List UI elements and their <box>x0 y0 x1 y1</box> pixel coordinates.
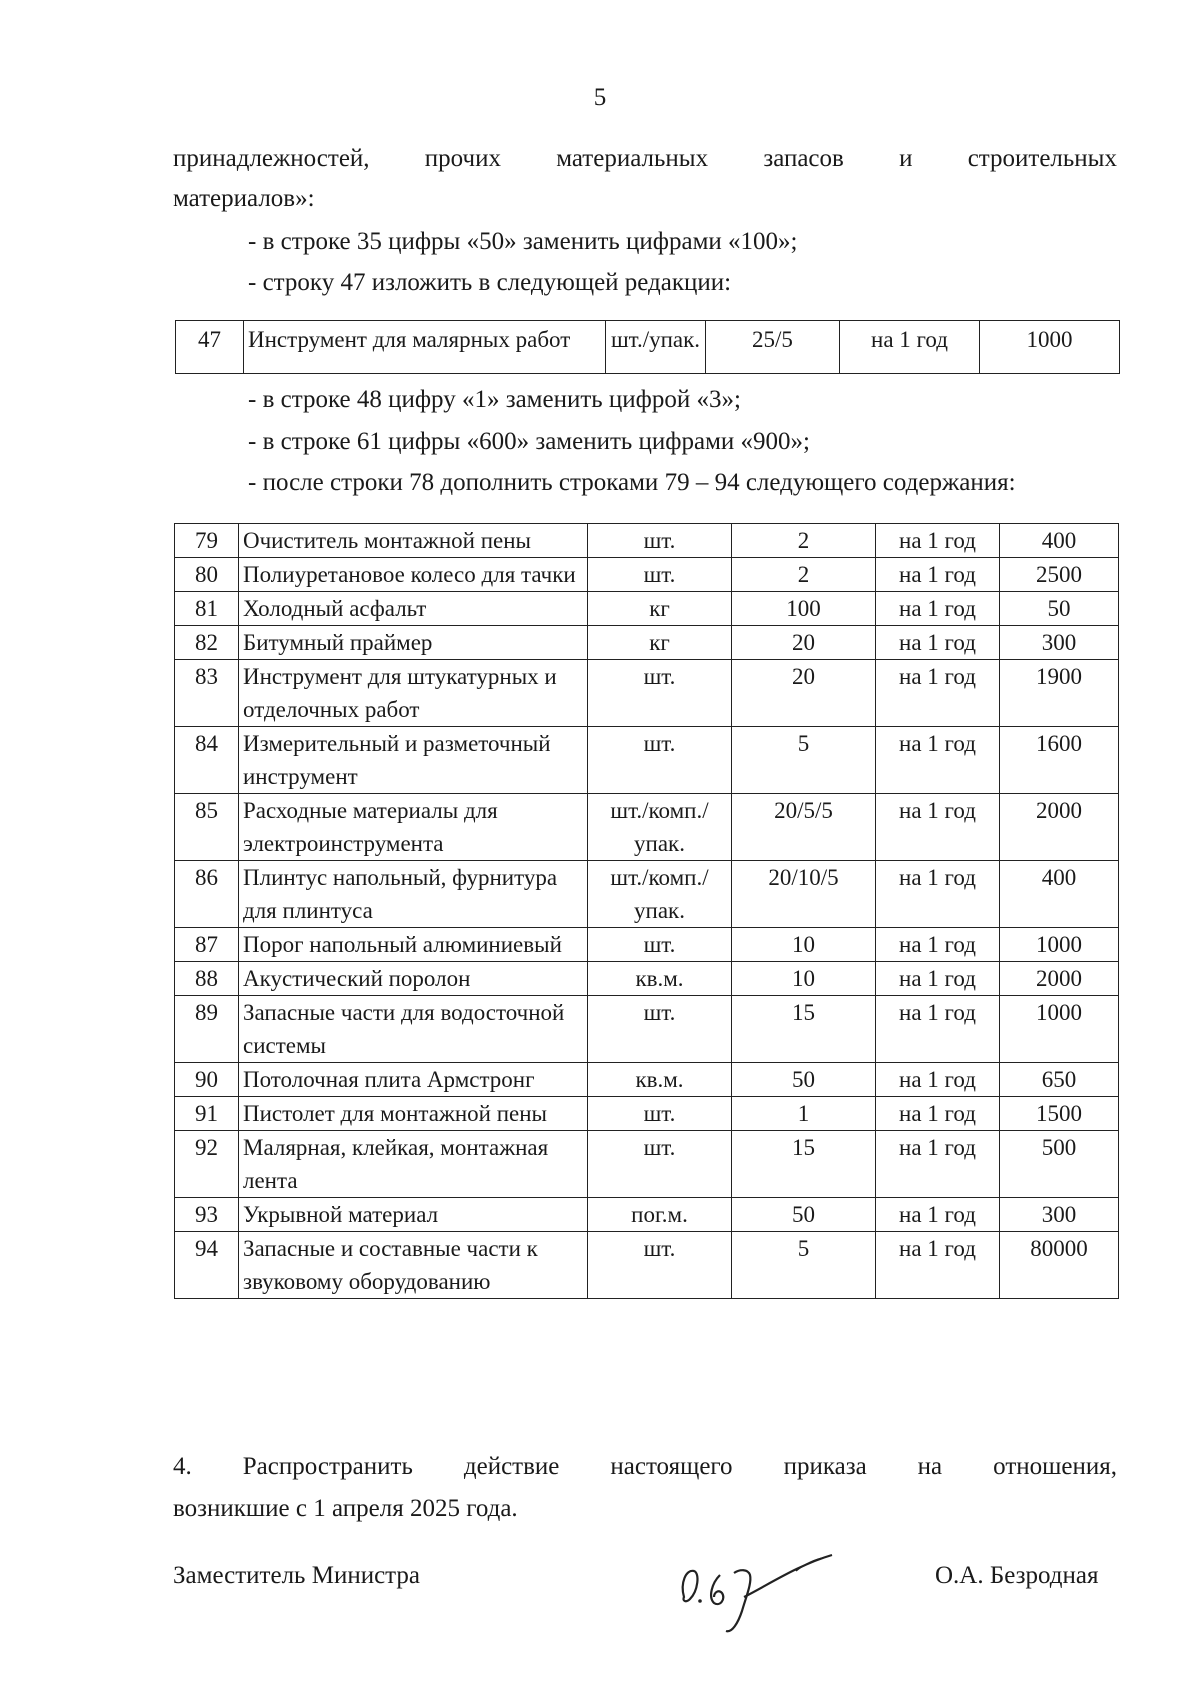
item-unit: кв.м. <box>588 1063 732 1097</box>
item-unit: кв.м. <box>588 962 732 996</box>
item-qty: 20 <box>732 626 876 660</box>
table-row <box>175 794 1119 861</box>
item-period: на 1 год <box>876 1063 1000 1097</box>
item-qty: 50 <box>732 1063 876 1097</box>
table-row <box>175 592 1119 626</box>
item-qty: 5 <box>732 727 876 794</box>
row-number: 89 <box>175 996 239 1063</box>
item-qty: 20/5/5 <box>732 794 876 861</box>
table-row <box>175 524 1119 558</box>
item-price: 400 <box>1000 524 1119 558</box>
row-number: 80 <box>175 558 239 592</box>
item-unit: шт. <box>588 558 732 592</box>
item-period: на 1 год <box>876 524 1000 558</box>
item-price: 80000 <box>1000 1232 1119 1299</box>
table-row <box>175 558 1119 592</box>
item-price: 2000 <box>1000 962 1119 996</box>
row-number: 92 <box>175 1131 239 1198</box>
edit-line: - строку 47 изложить в следующей редакции: <box>248 269 732 296</box>
table-row <box>175 996 1119 1063</box>
item-name: Укрывной материал <box>239 1198 588 1232</box>
item-qty: 50 <box>732 1198 876 1232</box>
item-name: Плинтус напольный, фурнитура для плинтуса <box>239 861 588 928</box>
item-name: Битумный праймер <box>239 626 588 660</box>
item-price: 1500 <box>1000 1097 1119 1131</box>
intro-word: принадлежностей, <box>173 145 370 172</box>
item-period: на 1 год <box>876 996 1000 1063</box>
item-period: на 1 год <box>876 727 1000 794</box>
item-name: Инструмент для штукатурных и отделочных работ <box>239 660 588 727</box>
item-name: Потолочная плита Армстронг <box>239 1063 588 1097</box>
row-number: 84 <box>175 727 239 794</box>
edit-line: - после строки 78 дополнить строками 79 – 94 следующего содержания: <box>248 469 1016 496</box>
item-qty: 10 <box>732 962 876 996</box>
item-qty: 5 <box>732 1232 876 1299</box>
item-name: Полиуретановое колесо для тачки <box>239 558 588 592</box>
edit-line: - в строке 61 цифры «600» заменить цифрами «900»; <box>248 428 810 455</box>
item-unit: шт./комп./упак. <box>588 861 732 928</box>
item-unit: шт. <box>588 1232 732 1299</box>
item-price: 1900 <box>1000 660 1119 727</box>
item-unit: шт./упак. <box>606 321 706 374</box>
item-price: 2000 <box>1000 794 1119 861</box>
item-price: 1000 <box>980 321 1120 374</box>
item-price: 2500 <box>1000 558 1119 592</box>
table-row <box>175 626 1119 660</box>
item-period: на 1 год <box>876 1097 1000 1131</box>
item-unit: шт. <box>588 524 732 558</box>
item-unit: кг <box>588 592 732 626</box>
row-number: 88 <box>175 962 239 996</box>
intro-line-2: материалов»: <box>173 185 315 212</box>
item-qty: 15 <box>732 1131 876 1198</box>
item-unit: шт. <box>588 727 732 794</box>
item-price: 50 <box>1000 592 1119 626</box>
item-name: Холодный асфальт <box>239 592 588 626</box>
item-unit: шт. <box>588 1097 732 1131</box>
item-unit: шт. <box>588 660 732 727</box>
intro-word: прочих <box>424 145 501 172</box>
item-qty: 15 <box>732 996 876 1063</box>
item-price: 500 <box>1000 1131 1119 1198</box>
item-name: Запасные части для водосточной системы <box>239 996 588 1063</box>
item-period: на 1 год <box>876 660 1000 727</box>
item-unit: пог.м. <box>588 1198 732 1232</box>
table-row <box>175 861 1119 928</box>
row-number: 85 <box>175 794 239 861</box>
item-period: на 1 год <box>876 794 1000 861</box>
item-period: на 1 год <box>876 592 1000 626</box>
clause-4-line-1: 4. Распространить действие настоящего приказа на отношения, <box>173 1453 1117 1480</box>
item-period: на 1 год <box>876 558 1000 592</box>
item-name: Расходные материалы для электроинструмента <box>239 794 588 861</box>
item-price: 400 <box>1000 861 1119 928</box>
item-qty: 2 <box>732 558 876 592</box>
item-period: на 1 год <box>876 626 1000 660</box>
clause-4-line-2: возникшие с 1 апреля 2025 года. <box>173 1495 518 1522</box>
item-name: Малярная, клейкая, монтажная лента <box>239 1131 588 1198</box>
item-unit: шт. <box>588 996 732 1063</box>
item-unit: шт. <box>588 928 732 962</box>
item-qty: 2 <box>732 524 876 558</box>
item-name: Очиститель монтажной пены <box>239 524 588 558</box>
item-name: Запасные и составные части к звуковому оборудованию <box>239 1232 588 1299</box>
row-number: 87 <box>175 928 239 962</box>
item-price: 300 <box>1000 626 1119 660</box>
row-number: 82 <box>175 626 239 660</box>
table-row <box>175 660 1119 727</box>
edit-line: - в строке 48 цифру «1» заменить цифрой «3»; <box>248 386 741 413</box>
item-period: на 1 год <box>876 928 1000 962</box>
intro-word: запасов <box>763 145 844 172</box>
item-price: 1000 <box>1000 928 1119 962</box>
signatory-name: О.А. Безродная <box>935 1562 1099 1589</box>
item-unit: шт. <box>588 1131 732 1198</box>
row-number: 91 <box>175 1097 239 1131</box>
row-number: 93 <box>175 1198 239 1232</box>
table-row <box>175 928 1119 962</box>
item-qty: 1 <box>732 1097 876 1131</box>
intro-line-1 <box>173 140 1117 178</box>
intro-word: строительных <box>967 145 1117 172</box>
item-qty: 100 <box>732 592 876 626</box>
page-number: 5 <box>593 84 607 111</box>
row-number: 79 <box>175 524 239 558</box>
intro-word: материальных <box>556 145 709 172</box>
row-number: 83 <box>175 660 239 727</box>
item-price: 1000 <box>1000 996 1119 1063</box>
row-number: 94 <box>175 1232 239 1299</box>
row-47-table <box>175 320 1120 374</box>
item-name: Инструмент для малярных работ <box>244 321 606 374</box>
table-row <box>175 1198 1119 1232</box>
row-number: 86 <box>175 861 239 928</box>
row-number: 47 <box>176 321 244 374</box>
item-name: Порог напольный алюминиевый <box>239 928 588 962</box>
item-name: Пистолет для монтажной пены <box>239 1097 588 1131</box>
item-qty: 20 <box>732 660 876 727</box>
row-number: 81 <box>175 592 239 626</box>
table-row <box>175 1063 1119 1097</box>
table-row <box>175 1232 1119 1299</box>
items-table <box>174 523 1119 1299</box>
item-name: Акустический поролон <box>239 962 588 996</box>
item-price: 650 <box>1000 1063 1119 1097</box>
item-name: Измерительный и разметочный инструмент <box>239 727 588 794</box>
item-period: на 1 год <box>876 962 1000 996</box>
item-period: на 1 год <box>876 861 1000 928</box>
handwritten-signature <box>676 1535 836 1635</box>
table-row <box>175 1131 1119 1198</box>
item-period: на 1 год <box>840 321 980 374</box>
item-unit: кг <box>588 626 732 660</box>
item-unit: шт./комп./упак. <box>588 794 732 861</box>
table-row <box>176 321 1120 374</box>
row-number: 90 <box>175 1063 239 1097</box>
item-period: на 1 год <box>876 1198 1000 1232</box>
item-period: на 1 год <box>876 1232 1000 1299</box>
item-qty: 25/5 <box>706 321 840 374</box>
table-row <box>175 1097 1119 1131</box>
item-price: 1600 <box>1000 727 1119 794</box>
intro-word: и <box>899 145 913 172</box>
item-period: на 1 год <box>876 1131 1000 1198</box>
item-qty: 20/10/5 <box>732 861 876 928</box>
signatory-position: Заместитель Министра <box>173 1562 420 1589</box>
table-row <box>175 727 1119 794</box>
item-qty: 10 <box>732 928 876 962</box>
edit-line: - в строке 35 цифры «50» заменить цифрами «100»; <box>248 228 798 255</box>
item-price: 300 <box>1000 1198 1119 1232</box>
table-row <box>175 962 1119 996</box>
